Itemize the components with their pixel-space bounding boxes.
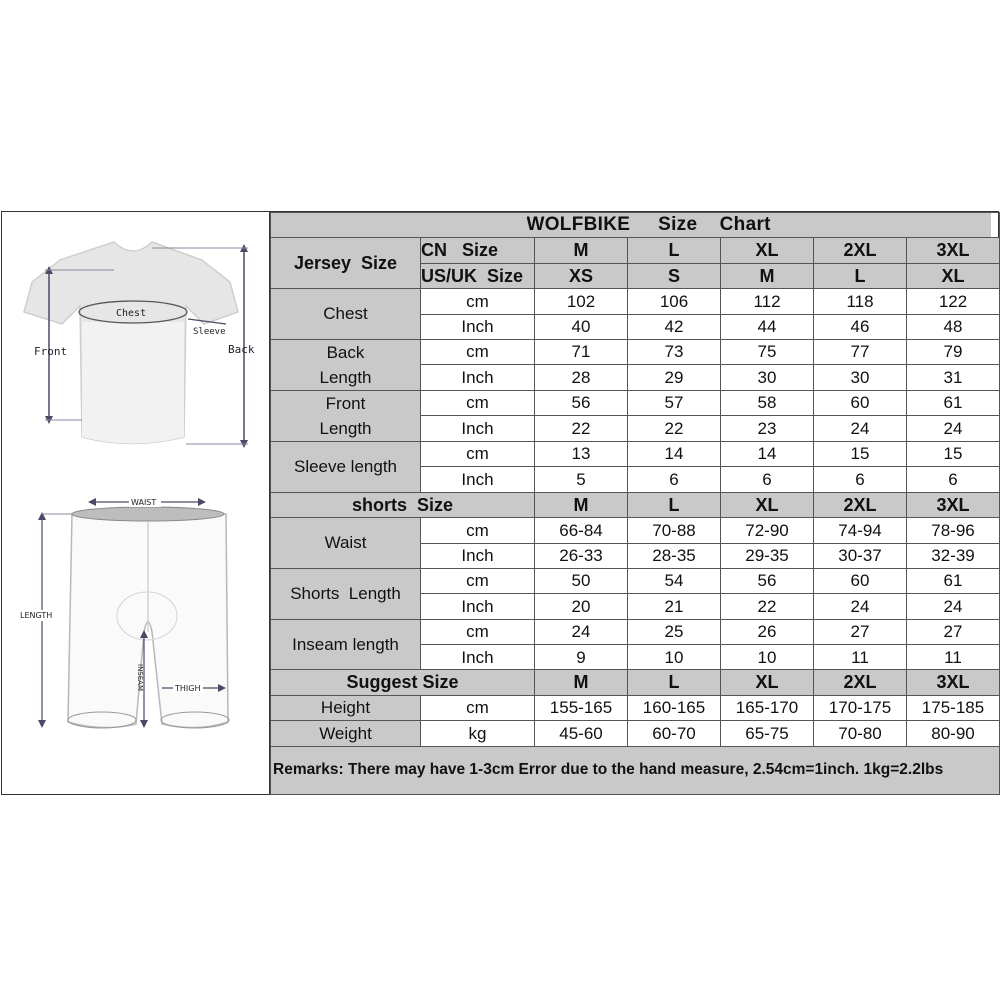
unit-kg: kg <box>421 721 535 746</box>
value-cell: 20 <box>535 594 628 619</box>
value-cell: 11 <box>814 645 907 670</box>
value-cell: 61 <box>907 390 1000 416</box>
us-size-header: XS <box>535 263 628 288</box>
table-row <box>271 518 1000 543</box>
value-cell: 24 <box>907 416 1000 442</box>
us-size-header: L <box>814 263 907 288</box>
unit-cm: cm <box>421 339 535 365</box>
value-cell: 50 <box>535 568 628 593</box>
value-cell: 160-165 <box>628 695 721 720</box>
unit-cm: cm <box>421 619 535 644</box>
value-cell: 66-84 <box>535 518 628 543</box>
measure-label: Chest <box>271 289 421 340</box>
value-cell: 77 <box>814 339 907 365</box>
measure-label: Waist <box>271 518 421 569</box>
value-cell: 30 <box>814 365 907 391</box>
value-cell: 25 <box>628 619 721 644</box>
value-cell: 31 <box>907 365 1000 391</box>
table-row <box>271 213 1000 238</box>
value-cell: 106 <box>628 289 721 314</box>
measure-label <box>271 390 421 441</box>
value-cell: 165-170 <box>721 695 814 720</box>
front-label: Front <box>34 345 68 358</box>
value-cell: 30 <box>721 365 814 391</box>
blank-cell <box>271 213 535 238</box>
unit-inch: Inch <box>421 645 535 670</box>
value-cell: 102 <box>535 289 628 314</box>
value-cell: 112 <box>721 289 814 314</box>
length-label: LENGTH <box>20 611 53 620</box>
value-cell: 78-96 <box>907 518 1000 543</box>
cn-size-header: 2XL <box>814 238 907 263</box>
table-row <box>271 670 1000 695</box>
table-row <box>271 390 1000 416</box>
suggest-size-header: 2XL <box>814 670 907 695</box>
value-cell: 28-35 <box>628 543 721 568</box>
unit-cm: cm <box>421 289 535 314</box>
value-cell: 65-75 <box>721 721 814 746</box>
value-cell: 13 <box>535 441 628 466</box>
value-cell: 6 <box>814 467 907 492</box>
suggest-size-header: 3XL <box>907 670 1000 695</box>
value-cell: 60 <box>814 568 907 593</box>
unit-inch: Inch <box>421 594 535 619</box>
measure-label: Sleeve length <box>271 441 421 492</box>
table-row <box>271 568 1000 593</box>
suggest-size-label: Suggest Size <box>271 670 535 695</box>
cn-size-header: M <box>535 238 628 263</box>
value-cell: 61 <box>907 568 1000 593</box>
table-row <box>271 441 1000 466</box>
table-row <box>271 695 1000 720</box>
value-cell: 155-165 <box>535 695 628 720</box>
value-cell: 42 <box>628 314 721 339</box>
shorts-size-header: 2XL <box>814 492 907 517</box>
value-cell: 74-94 <box>814 518 907 543</box>
value-cell: 29-35 <box>721 543 814 568</box>
cn-size-header: L <box>628 238 721 263</box>
value-cell: 71 <box>535 339 628 365</box>
shorts-size-header: 3XL <box>907 492 1000 517</box>
value-cell: 28 <box>535 365 628 391</box>
us-size-header: M <box>721 263 814 288</box>
value-cell: 75 <box>721 339 814 365</box>
measure-label: Inseam length <box>271 619 421 670</box>
value-cell: 30-37 <box>814 543 907 568</box>
back-label: Back <box>228 343 255 356</box>
table-row <box>271 339 1000 365</box>
unit-cm: cm <box>421 695 535 720</box>
waist-label: WAIST <box>131 498 157 507</box>
value-cell: 24 <box>907 594 1000 619</box>
value-cell: 10 <box>628 645 721 670</box>
height-label: Height <box>271 695 421 720</box>
table-row <box>271 721 1000 746</box>
chart-title: WOLFBIKE Size Chart <box>527 213 992 238</box>
weight-label: Weight <box>271 721 421 746</box>
value-cell: 24 <box>535 619 628 644</box>
value-cell: 40 <box>535 314 628 339</box>
value-cell: 122 <box>907 289 1000 314</box>
value-cell: 24 <box>814 594 907 619</box>
shorts-size-label: shorts Size <box>271 492 535 517</box>
size-chart-panel <box>1 211 999 795</box>
value-cell: 14 <box>628 441 721 466</box>
value-cell: 70-88 <box>628 518 721 543</box>
value-cell: 45-60 <box>535 721 628 746</box>
value-cell: 9 <box>535 645 628 670</box>
value-cell: 32-39 <box>907 543 1000 568</box>
value-cell: 56 <box>721 568 814 593</box>
suggest-size-header: L <box>628 670 721 695</box>
sleeve-label: Sleeve <box>193 327 226 337</box>
value-cell: 29 <box>628 365 721 391</box>
value-cell: 170-175 <box>814 695 907 720</box>
value-cell: 118 <box>814 289 907 314</box>
value-cell: 27 <box>814 619 907 644</box>
value-cell: 15 <box>814 441 907 466</box>
shorts-size-header: XL <box>721 492 814 517</box>
value-cell: 60 <box>814 390 907 416</box>
table-row <box>271 492 1000 517</box>
value-cell: 80-90 <box>907 721 1000 746</box>
value-cell: 27 <box>907 619 1000 644</box>
unit-cm: cm <box>421 390 535 416</box>
unit-inch: Inch <box>421 416 535 442</box>
size-chart-table-container <box>270 212 998 794</box>
us-size-header: XL <box>907 263 1000 288</box>
table-row <box>271 238 1000 263</box>
value-cell: 48 <box>907 314 1000 339</box>
value-cell: 23 <box>721 416 814 442</box>
unit-inch: Inch <box>421 543 535 568</box>
value-cell: 14 <box>721 441 814 466</box>
thigh-label: THIGH <box>175 684 201 693</box>
us-size-label: US/UK Size <box>421 263 535 288</box>
value-cell: 11 <box>907 645 1000 670</box>
value-cell: 21 <box>628 594 721 619</box>
value-cell: 72-90 <box>721 518 814 543</box>
value-cell: 6 <box>907 467 1000 492</box>
chest-label: Chest <box>116 308 147 319</box>
measure-label-line: Back <box>326 342 365 362</box>
value-cell: 10 <box>721 645 814 670</box>
value-cell: 46 <box>814 314 907 339</box>
value-cell: 6 <box>628 467 721 492</box>
value-cell: 22 <box>628 416 721 442</box>
value-cell: 6 <box>721 467 814 492</box>
value-cell: 22 <box>535 416 628 442</box>
shorts-diagram <box>18 496 229 728</box>
suggest-size-header: M <box>535 670 628 695</box>
garment-illustration <box>2 212 270 794</box>
cn-size-label: CN Size <box>421 238 535 263</box>
unit-inch: Inch <box>421 467 535 492</box>
cn-size-header: 3XL <box>907 238 1000 263</box>
value-cell: 54 <box>628 568 721 593</box>
measure-label-line: Length <box>319 367 372 387</box>
remarks-text: Remarks: There may have 1-3cm Error due to the hand measure, 2.54cm=1inch. 1kg=2.2lbs <box>271 746 1000 794</box>
shorts-size-header: L <box>628 492 721 517</box>
cn-size-header: XL <box>721 238 814 263</box>
value-cell: 57 <box>628 390 721 416</box>
value-cell: 73 <box>628 339 721 365</box>
value-cell: 22 <box>721 594 814 619</box>
value-cell: 60-70 <box>628 721 721 746</box>
value-cell: 5 <box>535 467 628 492</box>
value-cell: 44 <box>721 314 814 339</box>
suggest-size-header: XL <box>721 670 814 695</box>
value-cell: 58 <box>721 390 814 416</box>
inseam-label: INSEAM <box>136 664 144 691</box>
unit-cm: cm <box>421 518 535 543</box>
unit-inch: Inch <box>421 365 535 391</box>
value-cell: 70-80 <box>814 721 907 746</box>
value-cell: 175-185 <box>907 695 1000 720</box>
shorts-size-header: M <box>535 492 628 517</box>
table-row <box>271 746 1000 794</box>
value-cell: 79 <box>907 339 1000 365</box>
measure-label: Shorts Length <box>271 568 421 619</box>
jersey-diagram <box>24 242 255 448</box>
table-row <box>271 289 1000 314</box>
us-size-header: S <box>628 263 721 288</box>
garment-diagram <box>2 212 269 794</box>
value-cell: 15 <box>907 441 1000 466</box>
unit-cm: cm <box>421 568 535 593</box>
unit-inch: Inch <box>421 314 535 339</box>
table-row <box>271 619 1000 644</box>
measure-label-line: Length <box>319 418 372 438</box>
measure-label <box>271 339 421 390</box>
value-cell: 26-33 <box>535 543 628 568</box>
value-cell: 56 <box>535 390 628 416</box>
unit-cm: cm <box>421 441 535 466</box>
measure-label-line: Front <box>325 393 366 413</box>
value-cell: 26 <box>721 619 814 644</box>
size-chart-table <box>270 212 1000 795</box>
value-cell: 24 <box>814 416 907 442</box>
jersey-size-label: Jersey Size <box>271 238 421 289</box>
